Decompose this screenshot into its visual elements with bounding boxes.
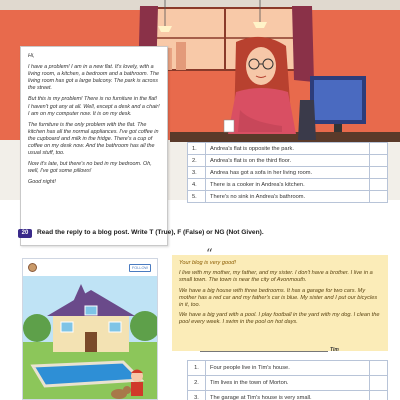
tim-statements-table	[187, 360, 388, 400]
table-row	[188, 376, 388, 391]
table-row	[188, 191, 388, 203]
statement-number: 1.	[188, 361, 206, 376]
table-row	[188, 361, 388, 376]
answer-cell[interactable]	[370, 155, 388, 167]
blog-reply-box	[172, 255, 388, 351]
statement-text: There is a cooker in Andrea's kitchen.	[206, 179, 370, 191]
exercise-instruction: Read the reply to a blog post. Write T (True), F (False) or NG (Not Given).	[37, 229, 264, 236]
table-row	[188, 143, 388, 155]
reply-paragraph-1: I live with my mother, my father, and my sister. I don't have a brother. I live in a small town. The town is near the city of Avonmouth.	[179, 270, 373, 284]
andrea-letter-card	[20, 46, 168, 246]
answer-cell[interactable]	[370, 376, 388, 391]
letter-paragraph-1: I have a problem! I am in a new flat. It's lovely, with a living room, a kitchen, a bedroom and a bathroom. The living room has got a large balcony. The park is across the street.	[28, 64, 159, 92]
statement-text: There's no sink in Andrea's bathroom.	[206, 191, 370, 203]
answer-cell[interactable]	[370, 143, 388, 155]
statement-text: The garage at Tim's house is very small.	[206, 391, 370, 400]
statement-number: 3.	[188, 167, 206, 179]
table-row	[188, 167, 388, 179]
house-illustration	[23, 276, 158, 400]
letter-paragraph-4: Now it's late, but there's no bed in my bedroom. Oh, well, I've got some pillows!	[28, 161, 152, 175]
follow-button[interactable]: FOLLOW	[129, 264, 151, 272]
reply-paragraph-2: We have a big house with three bedrooms. It has a garage for two cars. My mother has a red car and my father's car is blue. My sister and I put our bicycles in it, too.	[179, 287, 378, 309]
table-row	[188, 391, 388, 400]
statement-text: Four people live in Tim's house.	[206, 361, 370, 376]
table-row	[188, 179, 388, 191]
statement-number: 1.	[188, 143, 206, 155]
statement-text: Andrea's flat is on the third floor.	[206, 155, 370, 167]
letter-paragraph-2: But this is my problem! There is no furniture in the flat! I haven't got any at all. Well, except a desk and a chair! I am on my computer now. It is on my desk.	[28, 96, 160, 117]
blog-post-card	[22, 258, 158, 400]
letter-paragraph-3: The furniture is the only problem with the flat. The kitchen has all the normal appliances. I've got coffee in the cupboard and milk in the fridge. There's a cup of coffee on my desk now. And the bathroom has all the usual stuff, too.	[28, 121, 159, 157]
statement-number: 5.	[188, 191, 206, 203]
andrea-statements-table	[187, 142, 388, 203]
avatar	[28, 263, 37, 272]
statement-text: Andrea has got a sofa in her living room.	[206, 167, 370, 179]
statement-number: 2.	[188, 376, 206, 391]
answer-cell[interactable]	[370, 167, 388, 179]
signature-line	[200, 351, 328, 352]
answer-cell[interactable]	[370, 391, 388, 400]
statement-number: 3.	[188, 391, 206, 400]
answer-cell[interactable]	[370, 191, 388, 203]
answer-cell[interactable]	[370, 361, 388, 376]
statement-number: 4.	[188, 179, 206, 191]
exercise-number-badge: 20	[18, 229, 32, 238]
answer-cell[interactable]	[370, 179, 388, 191]
reply-paragraph-3: We have a big yard with a pool. I play football in the yard with my dog. I clean the pool every week. I swim in the pool on hot days.	[179, 312, 380, 326]
reply-signature: Tim	[330, 347, 339, 353]
letter-closing: Good night!	[28, 179, 56, 186]
statement-text: Andrea's flat is opposite the park.	[206, 143, 370, 155]
statement-number: 2.	[188, 155, 206, 167]
letter-greeting: Hi,	[28, 53, 35, 59]
statement-text: Tim lives in the town of Morton.	[206, 376, 370, 391]
table-row	[188, 155, 388, 167]
reply-opening: Your blog is very good!	[179, 260, 236, 266]
